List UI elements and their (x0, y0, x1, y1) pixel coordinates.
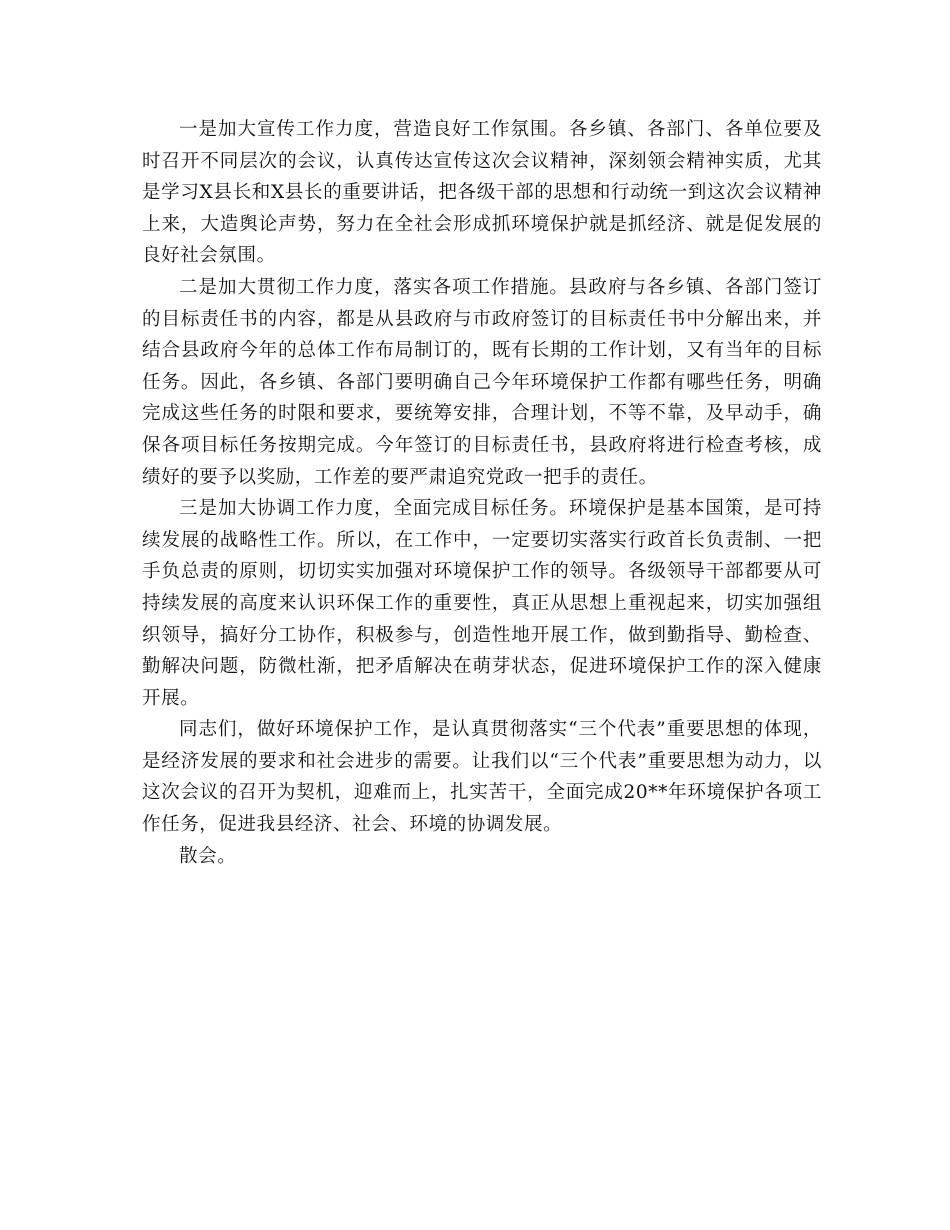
paragraph-coordination: 三是加大协调工作力度，全面完成目标任务。环境保护是基本国策，是可持续发展的战略性工作。所以，在工作中，一定要切实落实行政首长负责制、一把手负总责的原则，切切实实加强对环境保护工作的领导。各级领导干部都要从可持续发展的高度来认识环保工作的重要性，真正从思想上重视起来，切实加强组织领导，搞好分工协作，积极参与，创造性地开展工作，做到勤指导、勤检查、勤解决问题，防微杜渐，把矛盾解决在萌芽状态，促进环境保护工作的深入健康开展。 (142, 498, 822, 709)
paragraph-publicity: 一是加大宣传工作力度，营造良好工作氛围。各乡镇、各部门、各单位要及时召开不同层次的会议，认真传达宣传这次会议精神，深刻领会精神实质，尤其是学习X县长和X县长的重要讲话，把各级干部的思想和行动统一到这次会议精神上来，大造舆论声势，努力在全社会形成抓环境保护就是抓经济、就是促发展的良好社会氛围。 (142, 119, 822, 267)
document-body (142, 114, 822, 872)
paragraph-implementation: 二是加大贯彻工作力度，落实各项工作措施。县政府与各乡镇、各部门签订的目标责任书的内容，都是从县政府与市政府签订的目标责任书中分解出来，并结合县政府今年的总体工作布局制订的，既有长期的工作计划，又有当年的目标任务。因此，各乡镇、各部门要明确自己今年环境保护工作都有哪些任务，明确完成这些任务的时限和要求，要统筹安排，合理计划，不等不靠，及早动手，确保各项目标任务按期完成。今年签订的目标责任书，县政府将进行检查考核，成绩好的要予以奖励，工作差的要严肃追究党政一把手的责任。 (142, 276, 822, 488)
paragraph-comrades: 同志们，做好环境保护工作，是认真贯彻落实“三个代表”重要思想的体现，是经济发展的要求和社会进步的需要。让我们以“三个代表”重要思想为动力，以这次会议的召开为契机，迎难而上，扎实苦干，全面完成20**年环境保护各项工作任务，促进我县经济、社会、环境的协调发展。 (142, 719, 822, 836)
paragraph-adjourn: 散会。 (179, 845, 237, 867)
